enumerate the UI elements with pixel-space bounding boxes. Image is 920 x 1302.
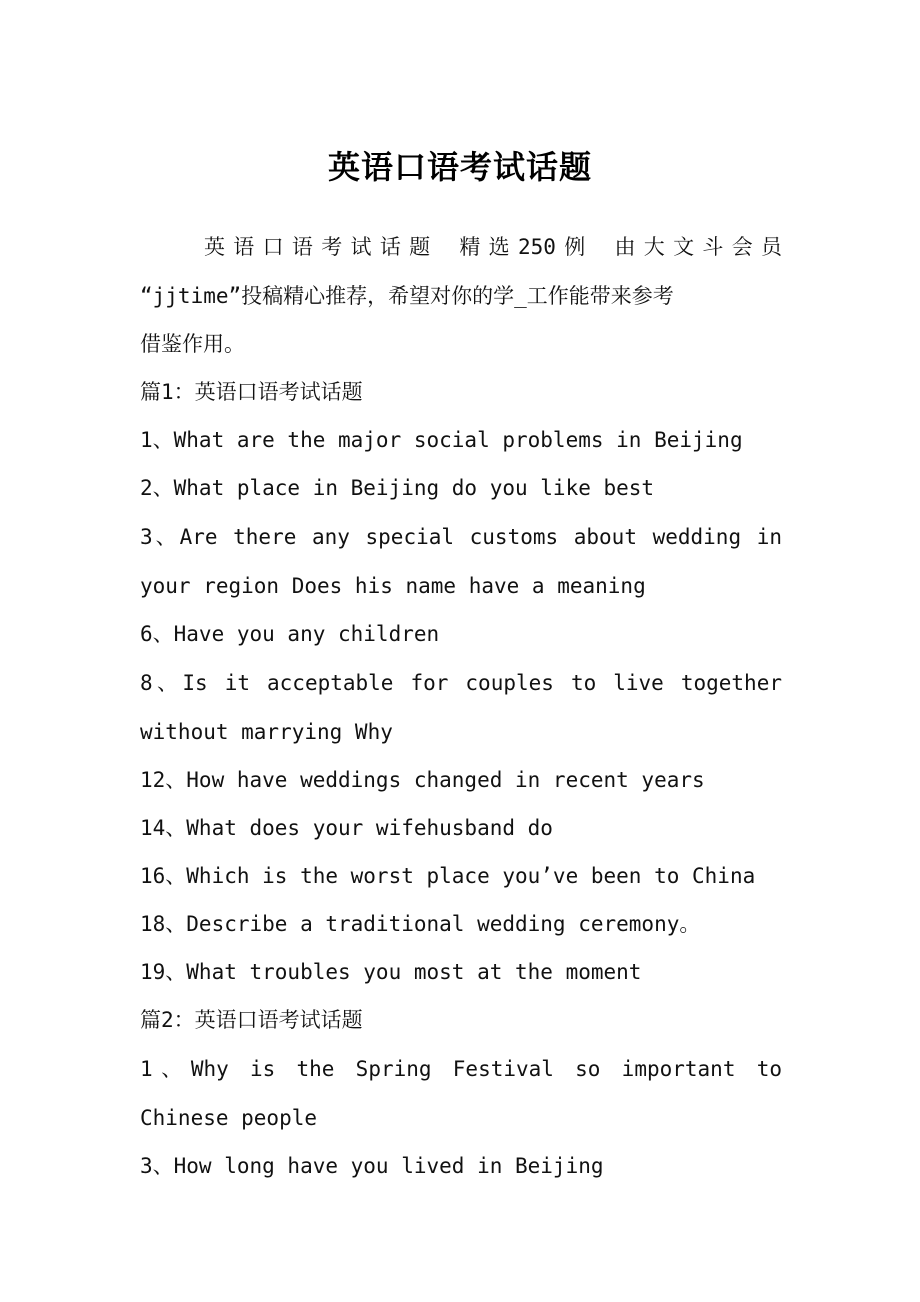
document-body	[140, 222, 782, 1190]
section-2-heading: 篇2：英语口语考试话题	[140, 1008, 363, 1032]
section-1-item: without marrying Why	[140, 720, 393, 744]
intro-line-3: 借鉴作用。	[140, 332, 245, 356]
section-1-item: 1、What are the major social problems in Beijing	[140, 428, 743, 452]
section-2-item: 1、Why is the Spring Festival so important to	[140, 1057, 782, 1081]
section-1-item: 16、Which is the worst place you’ve been to China	[140, 864, 756, 888]
section-1-item: your region Does his name have a meaning	[140, 574, 646, 598]
section-1-item: 3、Are there any special customs about wedding in	[140, 525, 782, 549]
section-1-item: 18、Describe a traditional wedding ceremony。	[140, 912, 701, 936]
section-2-item: 3、How long have you lived in Beijing	[140, 1154, 604, 1178]
section-1-item: 6、Have you any children	[140, 622, 440, 646]
section-1-item: 12、How have weddings changed in recent years	[140, 768, 705, 792]
intro-line-1: 英语口语考试话题 精选250例 由大文斗会员	[204, 235, 782, 259]
intro-line-2: “jjtime”投稿精心推荐，希望对你的学_工作能带来参考	[140, 284, 674, 308]
section-2-item: Chinese people	[140, 1106, 318, 1130]
section-1-heading: 篇1：英语口语考试话题	[140, 380, 363, 404]
document-title: 英语口语考试话题	[327, 148, 592, 186]
section-1-item: 14、What does your wifehusband do	[140, 816, 553, 840]
section-1-item: 2、What place in Beijing do you like best	[140, 476, 655, 500]
section-1-item: 19、What troubles you most at the moment	[140, 960, 642, 984]
section-1-item: 8、Is it acceptable for couples to live together	[140, 671, 782, 695]
